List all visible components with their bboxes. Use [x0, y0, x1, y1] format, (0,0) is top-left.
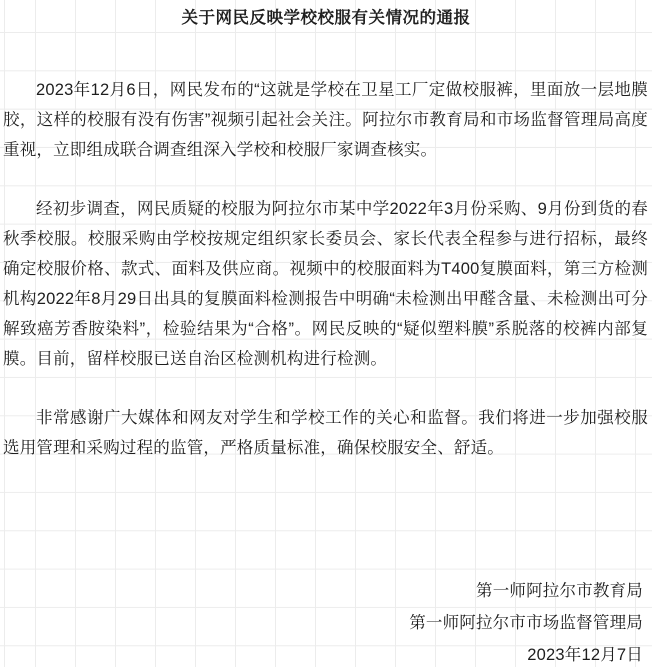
notice-paragraph-1: 2023年12月6日，网民发布的“这就是学校在卫星工厂定做校服裤，里面放一层地膜胶，这样的校服有没有伤害”视频引起社会关注。阿拉尔市教育局和市场监督管理局高度重视，立即组成联合调查组深入学校和校服厂家调查核实。 — [3, 81, 648, 159]
signature-org-market-regulation-bureau: 第一师阿拉尔市市场监督管理局 — [409, 614, 643, 632]
signature-org-education-bureau: 第一师阿拉尔市教育局 — [476, 582, 643, 600]
notice-paragraph-3: 非常感谢广大媒体和网友对学生和学校工作的关心和监督。我们将进一步加强校服选用管理和采购过程的监管，严格质量标准，确保校服安全、舒适。 — [3, 409, 648, 457]
signature-block — [0, 575, 652, 667]
notice-paragraph-2: 经初步调查，网民质疑的校服为阿拉尔市某中学2022年3月份采购、9月份到货的春秋季校服。校服采购由学校按规定组织家长委员会、家长代表全程参与进行招标，最终确定校服价格、款式、面料及供应商。视频中的校服面料为T400复膜面料，第三方检测机构2022年8月29日出具的复膜面料检测报告中明确“未检测出甲醛含量、未检测出可分解致癌芳香胺染料”，检验结果为“合格”。网民反映的“疑似塑料膜”系脱落的校裤内部复膜。目前，留样校服已送自治区检测机构进行检测。 — [3, 200, 648, 368]
notice-date: 2023年12月7日 — [527, 646, 643, 664]
notice-title: 关于网民反映学校校服有关情况的通报 — [181, 9, 471, 27]
